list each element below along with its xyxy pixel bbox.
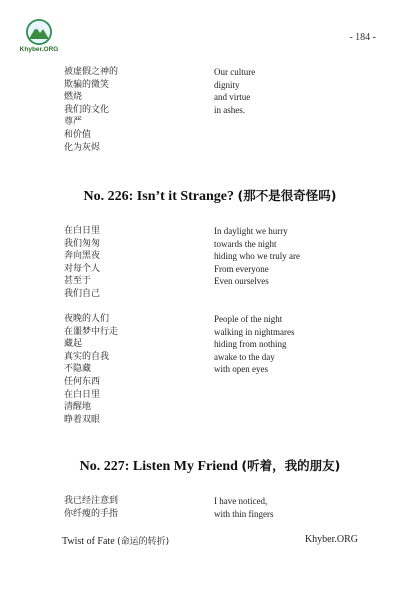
poem-226-stanza2-chinese [64, 313, 118, 426]
poem-line: 不隐藏 [64, 364, 92, 375]
page-number: - 184 - [349, 32, 376, 43]
poem-line: 在噩梦中行走 [64, 326, 119, 337]
poem-line: with open eyes [214, 364, 268, 375]
poem-226-title [0, 186, 420, 205]
poem-226-stanza1-chinese [64, 225, 100, 301]
poem-line: 你纤瘦的手指 [64, 508, 119, 519]
poem-line: 清醒地 [64, 402, 92, 413]
poem-line: From everyone [214, 263, 269, 274]
poem-227-title-en: No. 227: Listen My Friend [79, 459, 238, 474]
poem-line: 睁着双眼 [64, 414, 101, 425]
footer-title-en: Twist of Fate [62, 536, 115, 547]
poem-line: 对每个人 [64, 263, 101, 274]
poem-line: 夜晚的人们 [64, 314, 110, 324]
poem-line: 藏起 [64, 339, 83, 350]
poem-line: awake to the day [214, 351, 275, 362]
poem-line: and virtue [214, 92, 251, 103]
poem-line: hiding who we truly are [214, 251, 300, 262]
poem-line: in ashes. [214, 104, 245, 115]
poem-line: 我已经注意到 [64, 496, 119, 506]
poem-227-stanza1-english [214, 495, 274, 520]
poem-line: 真实的自我 [64, 351, 110, 362]
poem-line: hiding from nothing [214, 339, 287, 350]
poem-line: 奔向黑夜 [64, 251, 101, 262]
poem-line: dignity [214, 79, 240, 90]
poem-line: 在白日里 [64, 389, 101, 400]
poem-226-title-zh: (那不是很奇怪吗) [237, 188, 337, 203]
poem-line: walking in nightmares [214, 326, 295, 337]
poem-line: with thin fingers [214, 508, 274, 519]
section0-chinese [64, 66, 118, 154]
poem-line: 在白日里 [64, 226, 101, 236]
footer-title-zh: (命运的转折) [117, 537, 170, 547]
poem-line: 尊严 [64, 117, 83, 128]
logo-mountain-icon [25, 18, 53, 46]
poem-226-title-en: No. 226: Isn’t it Strange? [83, 189, 235, 204]
poem-226-stanza1-english [214, 225, 300, 288]
logo-text: Khyber.ORG [19, 46, 59, 53]
poem-line: Our culture [214, 67, 256, 77]
poem-227-stanza1-chinese [64, 495, 118, 520]
poem-line: 化为灰烬 [64, 142, 101, 153]
poem-227-title-zh: (听着，我的朋友) [241, 458, 341, 473]
footer-site-name: Khyber.ORG [304, 534, 358, 545]
poem-line: In daylight we hurry [214, 226, 288, 236]
site-logo [16, 18, 62, 58]
footer-book-title [62, 534, 169, 547]
poem-line: Even ourselves [214, 276, 269, 287]
poem-line: 我们匆匆 [64, 238, 101, 249]
poem-226-stanza2-english [214, 313, 295, 376]
poem-line: 我们自己 [64, 288, 101, 299]
poem-line: 甚至于 [64, 276, 92, 287]
poem-line: 和价值 [64, 129, 92, 140]
poem-227-title [0, 456, 420, 475]
poem-line: towards the night [214, 238, 277, 249]
poem-line: People of the night [214, 314, 283, 324]
section0-english [214, 66, 255, 116]
poem-line: 燃烧 [64, 92, 83, 103]
poem-line: 被虚假之神的 [64, 67, 119, 77]
poem-line: I have noticed, [214, 496, 268, 506]
poem-line: 我们的文化 [64, 104, 110, 115]
poem-line: 任何东西 [64, 376, 101, 387]
poem-line: 欺骗的微笑 [64, 79, 110, 90]
